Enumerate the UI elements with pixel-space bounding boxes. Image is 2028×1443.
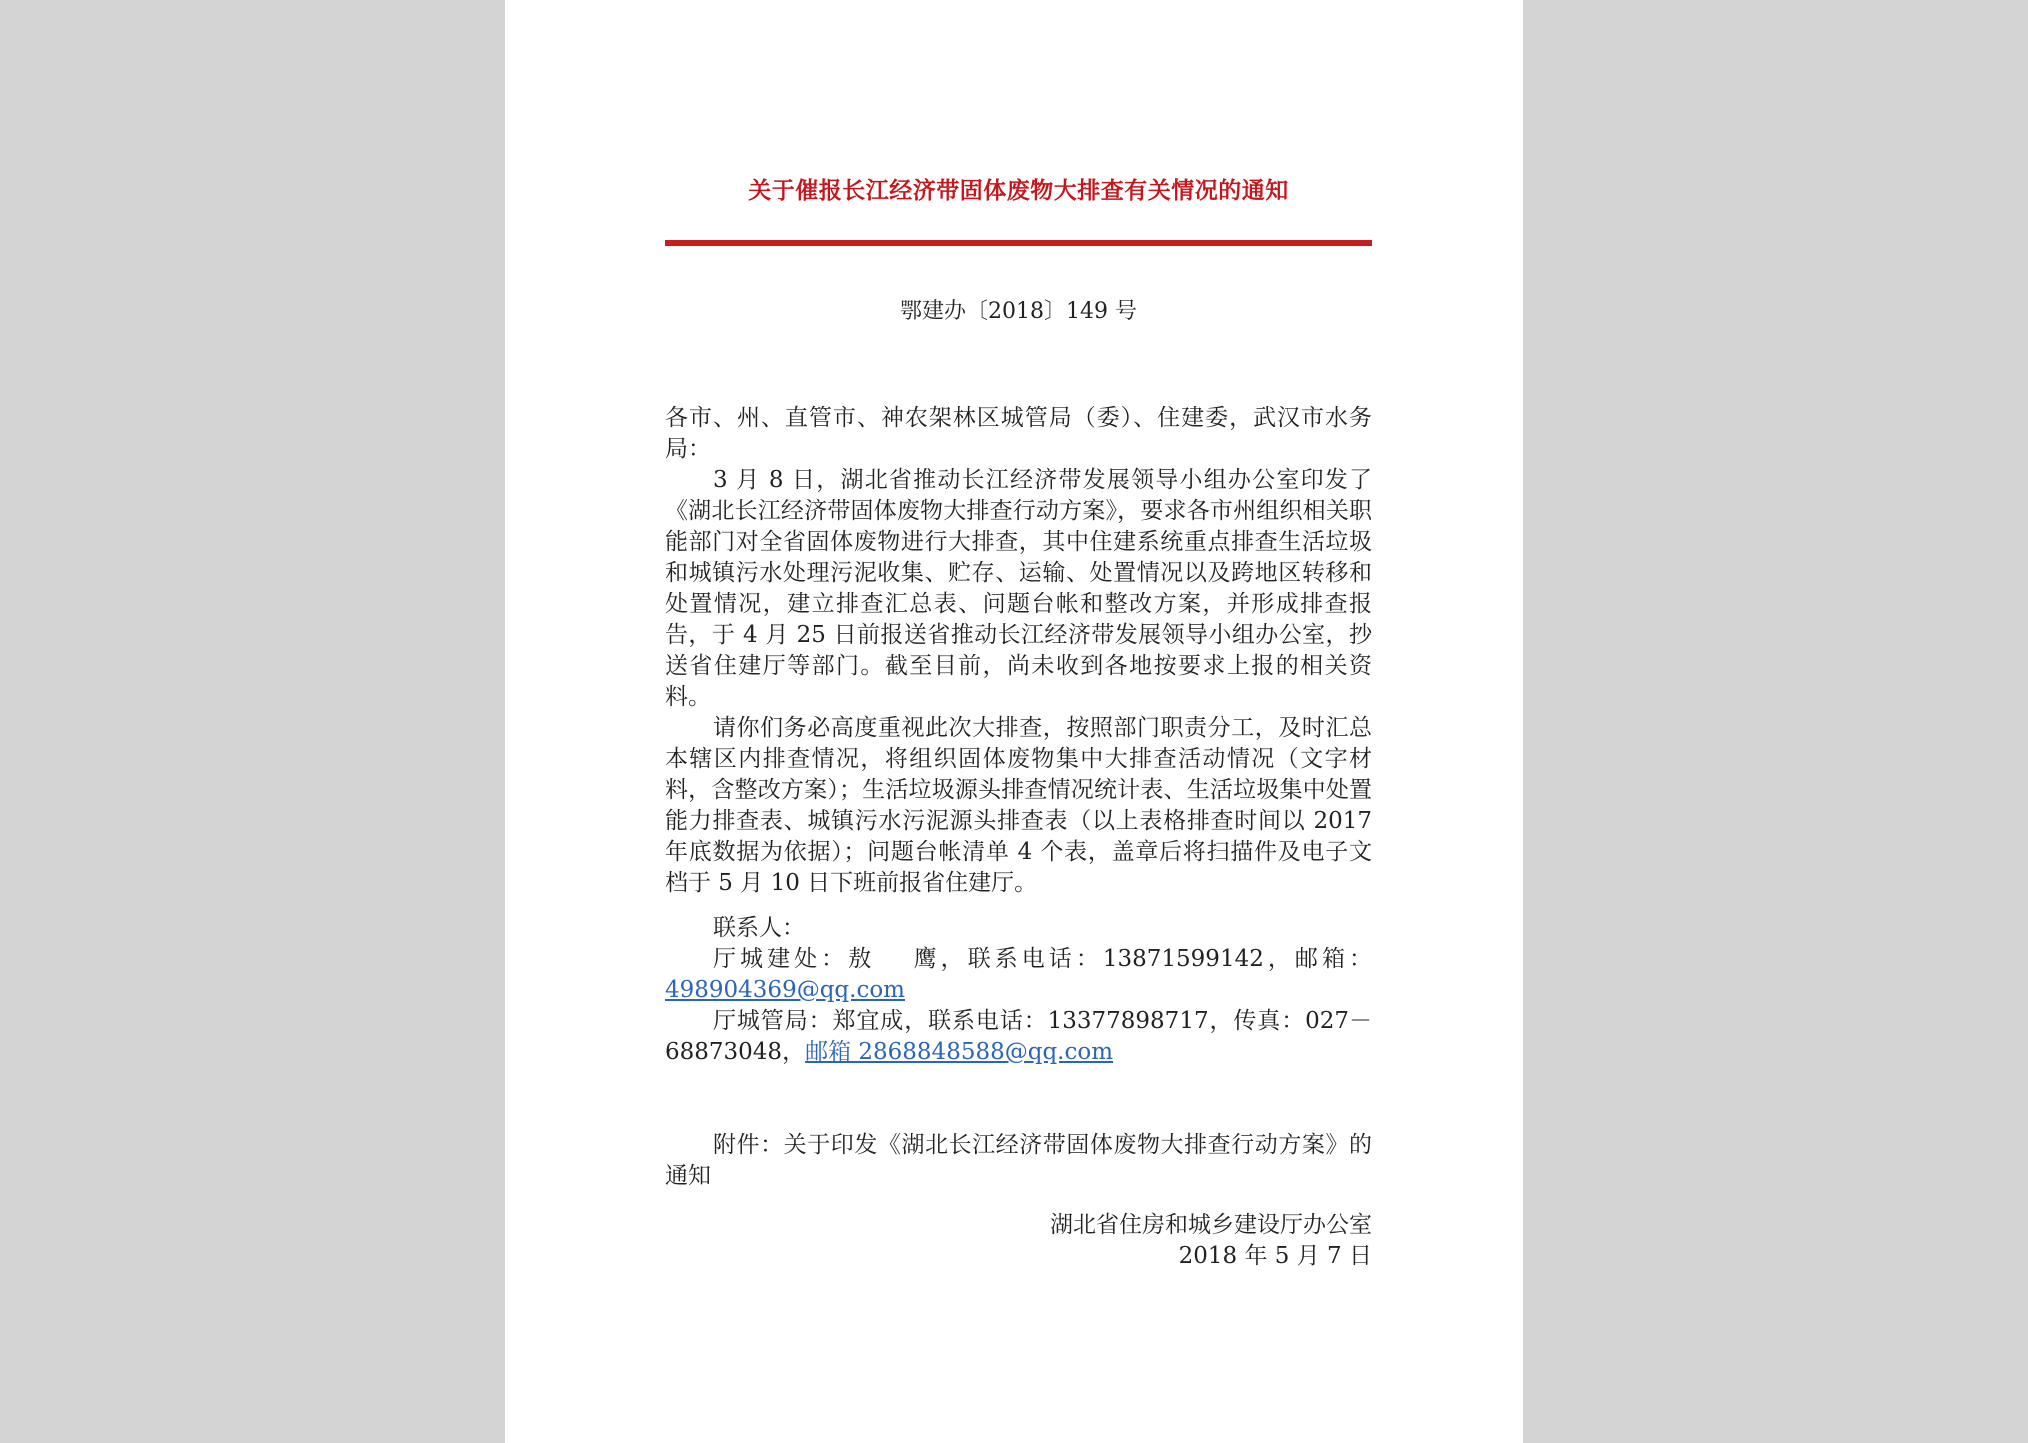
contact-2-text: 厅城管局：郑宜成，联系电话：13377898717，传真：027－68873048，	[665, 1008, 1372, 1065]
contact-2	[665, 1006, 1372, 1068]
document-page	[505, 0, 1523, 1443]
body-paragraph-2: 请你们务必高度重视此次大排查，按照部门职责分工，及时汇总本辖区内排查情况，将组织固体废物集中大排查活动情况（文字材料，含整改方案）；生活垃圾源头排查情况统计表、生活垃圾集中处置能力排查表、城镇污水污泥源头排查表（以上表格排查时间以 2017 年底数据为依据）；问题台帐清单 4 个表，盖章后将扫描件及电子文档于 5 月 10 日下班前报省住建厅。	[665, 715, 1372, 896]
contact-1-email-link[interactable]: 498904369@qq.com	[665, 977, 905, 1003]
contact-2-email-link[interactable]: 邮箱 2868848588@qq.com	[805, 1039, 1114, 1065]
contacts-heading: 联系人：	[713, 915, 805, 941]
issue-date: 2018 年 5 月 7 日	[1178, 1243, 1372, 1269]
issuer-name: 湖北省住房和城乡建设厅办公室	[1050, 1212, 1372, 1238]
contact-1-text: 厅城建处：敖 鹰，联系电话：13871599142，邮箱：	[713, 946, 1372, 972]
contact-1	[665, 944, 1372, 1006]
recipients-line: 各市、州、直管市、神农架林区城管局（委）、住建委，武汉市水务局：	[665, 405, 1372, 462]
document-body	[665, 403, 1372, 1272]
attachment-note: 附件：关于印发《湖北长江经济带固体废物大排查行动方案》的通知	[665, 1132, 1372, 1189]
body-paragraph-1: 3 月 8 日，湖北省推动长江经济带发展领导小组办公室印发了《湖北长江经济带固体废物大排查行动方案》，要求各市州组织相关职能部门对全省固体废物进行大排查，其中住建系统重点排查生活垃圾和城镇污水处理污泥收集、贮存、运输、处置情况以及跨地区转移和处置情况，建立排查汇总表、问题台帐和整改方案，并形成排查报告，于 4 月 25 日前报送省推动长江经济带发展领导小组办公室，抄送省住建厅等部门。截至目前，尚未收到各地按要求上报的相关资料。	[665, 467, 1372, 710]
document-title: 关于催报长江经济带固体废物大排查有关情况的通知	[748, 177, 1289, 204]
red-header-rule	[665, 240, 1372, 246]
document-number: 鄂建办〔2018〕149 号	[900, 299, 1137, 324]
